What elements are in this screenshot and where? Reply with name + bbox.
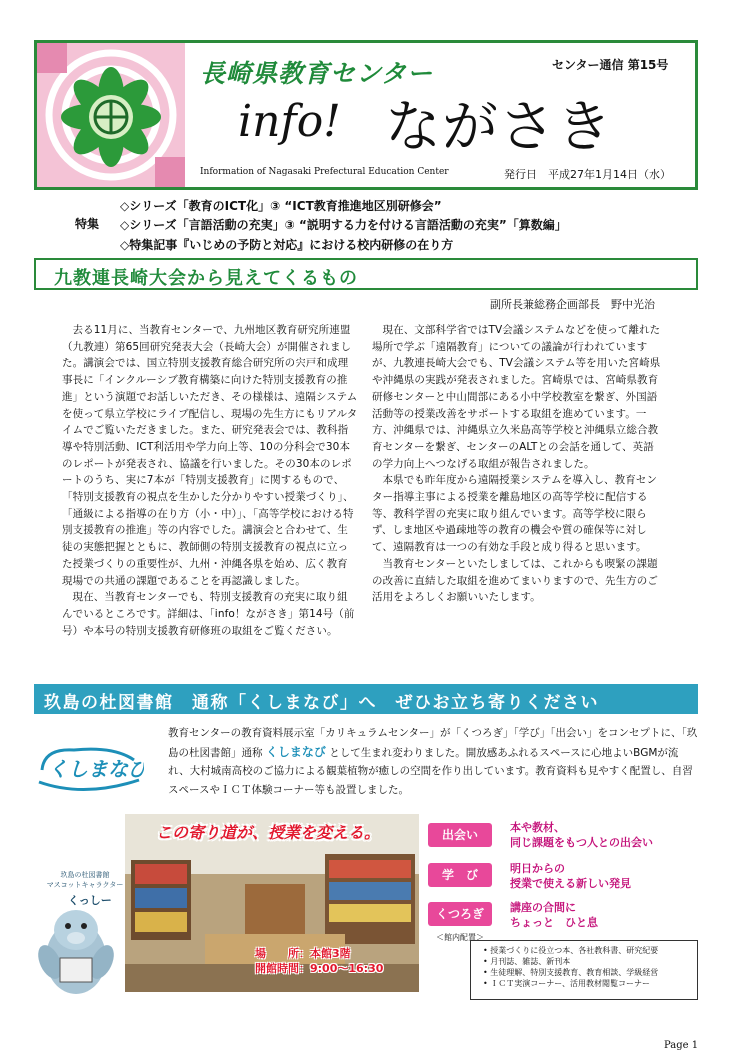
feature-item: ◇特集記事『いじめの予防と対応』における校内研修の在り方 [120, 238, 454, 252]
layout-item: • ＩＣＴ実演コーナー、活用教材閲覧コーナー [483, 978, 697, 989]
library-hours: 開館時間：9:00～16:30 [255, 962, 384, 975]
concept-encounter-desc: 本や教材、 同じ課題をもつ人との出会い [510, 821, 653, 849]
library-text-part: として生まれ変わりました。開放感あふれるスペースに心地よいBGMが流れ、大村城南高校のご協力による観葉植物が癒しの空間を作り出しています。教育資料も見やすく配置し、自習スペースやＩＣＴ体験コーナー等も設置しました。 [168, 746, 693, 797]
concept-learn-label: 学 び [428, 863, 492, 887]
kushimanabi-logo [34, 740, 144, 804]
library-place: 場 所：本館3階 [255, 947, 351, 960]
english-name: Information of Nagasaki Prefectural Education Center [200, 167, 449, 177]
library-description [168, 724, 698, 800]
library-heading: 玖島の杜図書館 通称「くしまなび」へ ぜひお立ち寄りください [44, 693, 599, 713]
mascot-caption: 玖島の杜図書館 マスコットキャラクター [46, 871, 124, 889]
library-brand: くしまなび [265, 744, 326, 759]
article-author: 副所長兼総務企画部長 野中光治 [490, 298, 655, 311]
issue-number: センター通信 第15号 [552, 58, 669, 72]
organization-name: 長崎県教育センター [200, 59, 434, 88]
dugong-mascot-icon [30, 900, 122, 1000]
library-text-part: 教育センターの教育資料展示室「カリキュラムセンター」が「くつろぎ」「学び」「出会い」をコンセプトに、「玖島の杜図書館」通称 [168, 727, 698, 759]
feature-item: ◇シリーズ「言語活動の充実」③ “説明する力を付ける言語活動の充実”「算数編」 [120, 218, 567, 232]
layout-list-box [470, 940, 698, 1000]
article-column-right [372, 322, 664, 606]
library-banner: この寄り道が、授業を変える。 [156, 823, 381, 842]
page-number: Page 1 [664, 1040, 699, 1051]
newsletter-title-info: info! [238, 96, 341, 147]
layout-item: • 生徒理解、特別支援教育、教育相談、学級経営 [483, 967, 697, 978]
mascot-name: くっしー [68, 894, 112, 907]
library-heading-bar [34, 684, 698, 714]
article-paragraph: 当教育センターといたしましては、これからも喫緊の課題の改善に直結した取組を進めてまいりますので、先生方のご活用をよろしくお願いいたします。 [372, 557, 658, 604]
concept-encounter-label: 出会い [428, 823, 492, 847]
center-logo [37, 43, 185, 187]
layout-label: ＜館内配置＞ [436, 933, 484, 942]
article-paragraph: 去る11月に、当教育センターで、九州地区教育研究所連盟（九教連）第65回研究発表大会（長崎大会）が開催されました。講演会では、国立特別支援教育総合研究所の宍戸和成理事長に「インクルーシブ教育構築に向けた特別支援教育の推進」という演題でお話しいただき、その様様は、遠隔システムを使って県立学校にライブ配信し、現場の先生方にもリアルタイムでご覧いただきました。また、研究発表会では、教科指導や特別活動、ICT利活用や学力向上等、10の分科会で30本のレポートが発表され、協議を行いました。その30本のレポートのうち、実に7本が「特別支援教育」に関するもので、「特別支援教育の視点を生かした分かりやすい授業づくり」、「通級による指導の在り方（小・中）」、「高等学校における特別支援教育の推進」等の内容でした。講演会と合わせて、生徒の実態把握とともに、教師側の特別支援教育の視点に立った授業づくりの重要性が、九州・沖縄各県を始め、広く教育現場での共通の課題であることを再認識しました。 [62, 324, 358, 587]
article-paragraph: 現在、当教育センターでも、特別支援教育の充実に取り組んでいるところです。詳細は、「info！ながさき」第14号（前号）や本号の特別支援教育研修班の取組をご覧ください。 [62, 591, 355, 637]
concept-relax-desc: 講座の合間に ちょっと ひと息 [510, 901, 598, 929]
issue-date: 発行日 平成27年1月14日（水） [504, 168, 671, 181]
article-paragraph: 本県でも昨年度から遠隔授業システムを導入し、教育センター指導主事による授業を離島地区の高等学校に配信する等、教科学習の充実に取り組んでいます。高等学校に限らず、しま地区や過疎地等の教育の機会や質の確保等に対して、遠隔教育は一つの有効な手段と成り得ると思います。 [372, 474, 658, 554]
feature-item: ◇シリーズ「教育のICT化」③ “ICT教育推進地区別研修会” [120, 199, 442, 213]
layout-item: • 授業づくりに役立つ本、各社教科書、研究紀要 [483, 945, 697, 956]
features-label: 特集 [75, 217, 100, 231]
library-location [255, 946, 383, 976]
logo-text: くしまなび [48, 757, 144, 781]
concept-learn-desc: 明日からの 授業で使える新しい発見 [510, 862, 631, 890]
layout-item: • 月刊誌、雑誌、新刊本 [483, 956, 697, 967]
article-column-left [62, 322, 358, 639]
article-paragraph: 現在、文部科学省ではTV会議システムなどを使って離れた場所で学ぶ「遠隔教育」についての議論が行われていますが、九教連長崎大会でも、TV会議システム等を用いた宮崎県や沖縄県の実践が発表されました。宮崎県では、宮崎県教育研修センターと中山間部にある小中学校教室を繋ぎ、外国語活動等の授業改善をサポートする取組を進めています。一方、沖縄県では、沖縄県立久米島高等学校と沖縄県立総合教育センターを繋ぎ、センターのALTとの会話を通して、英語の学力向上へつなげる取組が報告されました。 [372, 324, 661, 470]
concept-relax-label: くつろぎ [428, 902, 492, 926]
article-title-box [34, 258, 698, 290]
article-title: 九教連長崎大会から見えてくるもの [54, 268, 358, 289]
newsletter-title-nagasaki: ながさき [385, 95, 613, 160]
